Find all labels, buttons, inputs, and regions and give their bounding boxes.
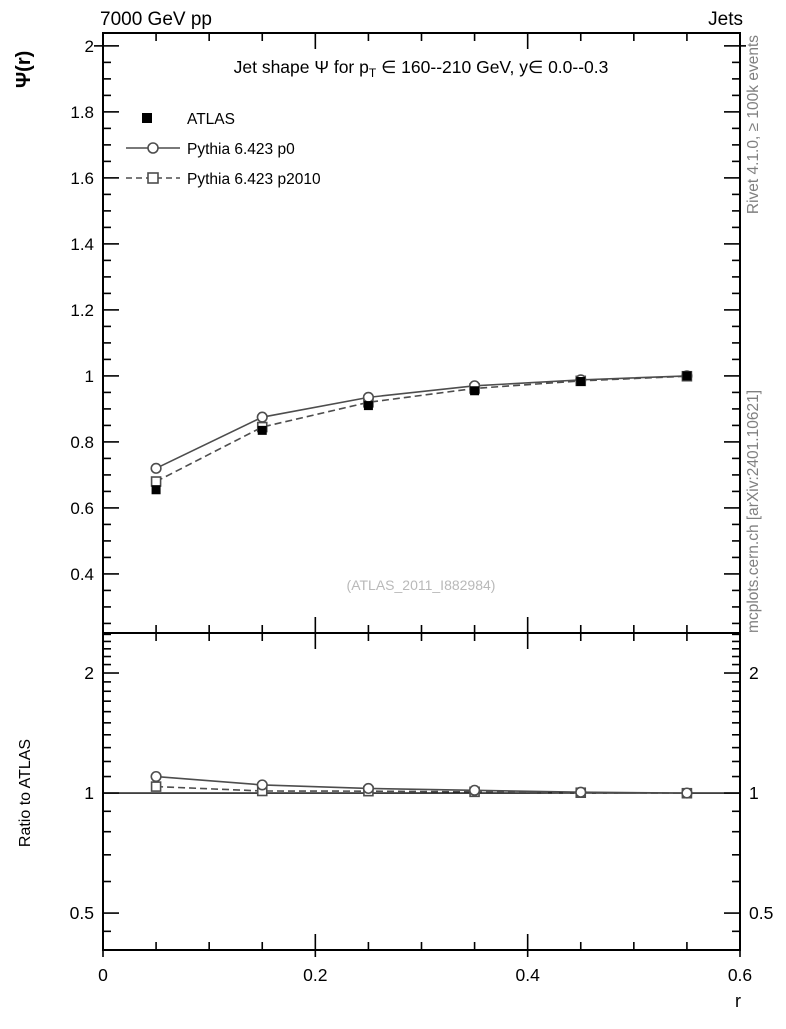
- legend-label-atlas: ATLAS: [187, 111, 235, 128]
- y-tick-label: 0.8: [70, 432, 94, 452]
- data-marker-atlas: [682, 371, 691, 380]
- data-marker-atlas: [152, 485, 161, 494]
- header-analysis-label: Jets: [708, 9, 743, 30]
- main-panel-data: [151, 371, 691, 494]
- x-tick-label: 0.4: [515, 965, 540, 985]
- ratio-marker-pythia-p0: [257, 780, 267, 790]
- x-axis-title: r: [735, 991, 741, 1011]
- header-beam-label: 7000 GeV pp: [100, 9, 212, 30]
- ratio-marker-pythia-p0: [364, 784, 374, 794]
- data-marker-atlas: [470, 386, 479, 395]
- legend-item-pythia-p0: [126, 141, 295, 158]
- filled-square-marker-icon: [142, 113, 152, 123]
- ratio-y-tick-label: 2: [84, 663, 94, 684]
- y-tick-label: 2: [84, 36, 94, 56]
- data-marker-atlas: [364, 401, 373, 410]
- data-line-pythia-p0: [156, 376, 687, 468]
- rivet-version-note: Rivet 4.1.0, ≥ 100k events: [745, 35, 762, 215]
- plot-title: [234, 57, 609, 80]
- data-marker-atlas: [576, 377, 585, 386]
- data-marker-pythia-p0: [364, 393, 374, 403]
- legend-label-pythia-p2010: Pythia 6.423 p2010: [187, 171, 321, 188]
- y-tick-label: 1.4: [70, 234, 94, 254]
- y-axis-title-ratio: Ratio to ATLAS: [17, 738, 34, 848]
- legend-item-pythia-p2010: [126, 171, 321, 188]
- ratio-marker-pythia-p0: [682, 788, 692, 798]
- y-tick-label: 0.4: [70, 564, 94, 584]
- axis-tick-labels: [70, 37, 774, 985]
- y-tick-label: 1.8: [70, 102, 94, 122]
- data-marker-pythia-p2010: [152, 477, 161, 486]
- y-tick-label: 1.6: [70, 168, 94, 188]
- x-tick-label: 0.6: [727, 965, 753, 985]
- plot-title-part: T: [368, 66, 377, 80]
- mcplots-arxiv-note: mcplots.cern.ch [arXiv:2401.10621]: [745, 390, 762, 633]
- plot-title-part: Jet shape Ψ for p: [233, 57, 369, 77]
- analysis-id-watermark: (ATLAS_2011_I882984): [346, 577, 496, 593]
- legend-label-pythia-p0: Pythia 6.423 p0: [187, 141, 295, 158]
- y-tick-label: 1: [84, 366, 94, 386]
- y-tick-label: 0.6: [70, 498, 94, 518]
- ratio-marker-pythia-p2010: [152, 782, 161, 791]
- open-circle-marker-icon: [148, 143, 158, 153]
- ratio-marker-pythia-p0: [576, 787, 586, 797]
- x-tick-label: 0.2: [303, 965, 328, 985]
- ratio-panel-data: [103, 772, 740, 798]
- ratio-y-tick-label: 1: [84, 783, 94, 804]
- open-square-marker-icon: [148, 173, 158, 183]
- data-marker-atlas: [258, 426, 267, 435]
- y-tick-label: 1.2: [70, 300, 94, 320]
- ratio-marker-pythia-p0: [151, 772, 161, 782]
- ratio-y-tick-label: 0.5: [749, 903, 774, 924]
- plot-title-part: ∈ 160--210 GeV, y∈ 0.0--0.3: [376, 57, 609, 77]
- ratio-y-tick-label: 2: [749, 663, 759, 684]
- ratio-y-tick-label: 1: [749, 783, 759, 804]
- ratio-y-tick-label: 0.5: [69, 903, 94, 924]
- data-marker-pythia-p0: [257, 412, 267, 422]
- legend: [126, 111, 321, 188]
- legend-item-atlas: [142, 111, 235, 128]
- data-marker-pythia-p0: [151, 464, 161, 474]
- ratio-marker-pythia-p0: [470, 786, 480, 796]
- y-axis-title-main: Ψ(r): [13, 50, 35, 88]
- x-tick-label: 0: [98, 965, 108, 985]
